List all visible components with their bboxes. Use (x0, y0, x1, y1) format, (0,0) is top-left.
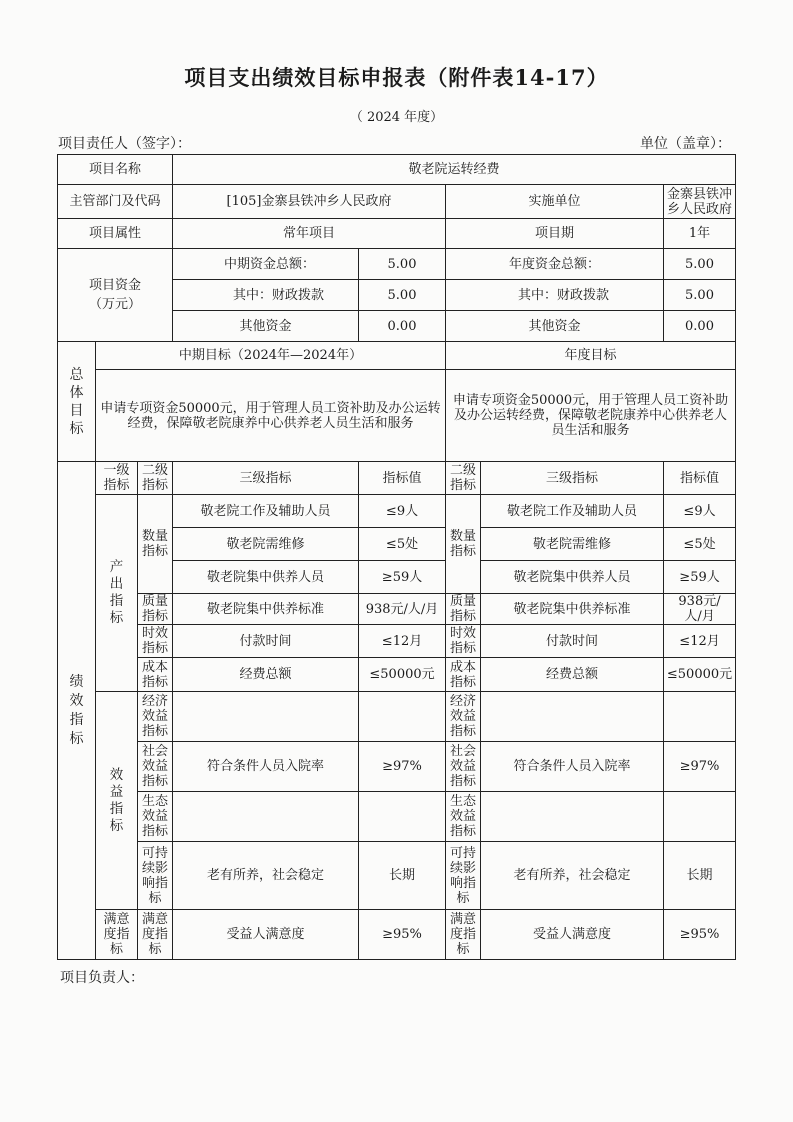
year-other-label: 其他资金 (446, 311, 664, 342)
mid-goal-header: 中期目标（2024年—2024年） (96, 342, 446, 370)
quality-name-right: 敬老院集中供养标准 (481, 594, 664, 625)
period-label: 项目期 (446, 219, 664, 249)
dept-label: 主管部门及代码 (58, 185, 173, 219)
ecological-label: 生态效益指标 (138, 792, 173, 842)
cost-value: ≤50000元 (359, 658, 446, 692)
page-title: 项目支出绩效目标申报表（附件表14-17） (184, 65, 609, 90)
satisfaction-name-right: 受益人满意度 (481, 910, 664, 960)
cost-name: 经费总额 (173, 658, 359, 692)
table-row (58, 625, 736, 658)
table-row (58, 658, 736, 692)
satisfaction-label: 满意度指标 (96, 910, 138, 960)
cost-label-right: 成本指标 (446, 658, 481, 692)
q2-value: ≤5处 (359, 528, 446, 561)
table-row (58, 249, 736, 280)
table-row (58, 910, 736, 960)
satisfaction-sub-label: 满意度指标 (138, 910, 173, 960)
year-total-label: 年度资金总额： (446, 249, 664, 280)
sustain-label-right: 可持续影响指标 (446, 842, 481, 910)
table-row (58, 495, 736, 528)
quality-value-right: 938元/人/月 (664, 594, 736, 625)
economic-name (173, 692, 359, 742)
quality-label-right: 质量指标 (446, 594, 481, 625)
h-value-right: 指标值 (664, 462, 736, 495)
performance-table (57, 154, 736, 960)
mid-other-label: 其他资金 (173, 311, 359, 342)
social-value: ≥97% (359, 742, 446, 792)
sustain-name: 老有所养，社会稳定 (173, 842, 359, 910)
q1-value: ≤9人 (359, 495, 446, 528)
economic-label-right: 经济效益指标 (446, 692, 481, 742)
goals-label: 总体目标 (58, 342, 96, 462)
q3-name-right: 敬老院集中供养人员 (481, 561, 664, 594)
mid-fiscal-label: 其中：财政拨款 (173, 280, 359, 311)
sustain-value: 长期 (359, 842, 446, 910)
economic-value-right (664, 692, 736, 742)
table-row (58, 742, 736, 792)
social-name: 符合条件人员入院率 (173, 742, 359, 792)
project-name-label: 项目名称 (58, 155, 173, 185)
year-fiscal-label: 其中：财政拨款 (446, 280, 664, 311)
economic-label: 经济效益指标 (138, 692, 173, 742)
attr-label: 项目属性 (58, 219, 173, 249)
table-row (58, 594, 736, 625)
satisfaction-value-right: ≥95% (664, 910, 736, 960)
ecological-value-right (664, 792, 736, 842)
table-row (58, 842, 736, 910)
sustain-value-right: 长期 (664, 842, 736, 910)
time-value-right: ≤12月 (664, 625, 736, 658)
table-row (58, 342, 736, 370)
table-row (58, 219, 736, 249)
period-value: 1年 (664, 219, 736, 249)
ecological-name (173, 792, 359, 842)
ecological-label-right: 生态效益指标 (446, 792, 481, 842)
impl-value: 金寨县铁冲乡人民政府 (664, 185, 736, 219)
q1-name-right: 敬老院工作及辅助人员 (481, 495, 664, 528)
q3-value: ≥59人 (359, 561, 446, 594)
social-label: 社会效益指标 (138, 742, 173, 792)
footer-signer: 项目负责人： (60, 970, 144, 986)
table-row (58, 692, 736, 742)
signer-left: 项目责任人（签字）： (58, 136, 191, 152)
q1-value-right: ≤9人 (664, 495, 736, 528)
time-value: ≤12月 (359, 625, 446, 658)
mid-goal-text: 申请专项资金50000元，用于管理人员工资补助及办公运转经费，保障敬老院康养中心供养老人员生活和服务 (96, 370, 446, 462)
economic-value (359, 692, 446, 742)
year-goal-text: 申请专项资金50000元，用于管理人员工资补助及办公运转经费，保障敬老院康养中心供养老人员生活和服务 (446, 370, 736, 462)
economic-name-right (481, 692, 664, 742)
mid-total-label: 中期资金总额： (173, 249, 359, 280)
time-label: 时效指标 (138, 625, 173, 658)
table-row (58, 462, 736, 495)
q2-value-right: ≤5处 (664, 528, 736, 561)
sustain-name-right: 老有所养，社会稳定 (481, 842, 664, 910)
mid-total-value: 5.00 (359, 249, 446, 280)
output-label: 产出指标 (96, 495, 138, 692)
cost-label: 成本指标 (138, 658, 173, 692)
cost-name-right: 经费总额 (481, 658, 664, 692)
quality-value: 938元/人/月 (359, 594, 446, 625)
h-level2: 二级指标 (138, 462, 173, 495)
mid-fiscal-value: 5.00 (359, 280, 446, 311)
q3-name: 敬老院集中供养人员 (173, 561, 359, 594)
time-name-right: 付款时间 (481, 625, 664, 658)
q3-value-right: ≥59人 (664, 561, 736, 594)
h-level2-right: 二级指标 (446, 462, 481, 495)
sustain-label: 可持续影响指标 (138, 842, 173, 910)
satisfaction-name: 受益人满意度 (173, 910, 359, 960)
table-row (58, 792, 736, 842)
satisfaction-sub-label-right: 满意度指标 (446, 910, 481, 960)
mid-other-value: 0.00 (359, 311, 446, 342)
satisfaction-value: ≥95% (359, 910, 446, 960)
perf-label: 绩效指标 (58, 462, 96, 960)
quantity-label: 数量指标 (138, 495, 173, 594)
ecological-name-right (481, 792, 664, 842)
year-fiscal-value: 5.00 (664, 280, 736, 311)
attr-value: 常年项目 (173, 219, 446, 249)
h-level3-right: 三级指标 (481, 462, 664, 495)
funds-label: 项目资金（万元） (58, 249, 173, 342)
h-level1: 一级指标 (96, 462, 138, 495)
project-name-value: 敬老院运转经费 (173, 155, 736, 185)
ecological-value (359, 792, 446, 842)
signer-right: 单位（盖章）： (640, 136, 731, 152)
social-value-right: ≥97% (664, 742, 736, 792)
time-label-right: 时效指标 (446, 625, 481, 658)
year-other-value: 0.00 (664, 311, 736, 342)
cost-value-right: ≤50000元 (664, 658, 736, 692)
table-row (58, 370, 736, 462)
social-name-right: 符合条件人员入院率 (481, 742, 664, 792)
table-row (58, 185, 736, 219)
year-line: （ 2024 年度） (349, 110, 444, 125)
quality-label: 质量指标 (138, 594, 173, 625)
dept-value: [105]金寨县铁冲乡人民政府 (173, 185, 446, 219)
h-value: 指标值 (359, 462, 446, 495)
impl-label: 实施单位 (446, 185, 664, 219)
quantity-label-right: 数量指标 (446, 495, 481, 594)
benefit-label: 效益指标 (96, 692, 138, 910)
year-goal-header: 年度目标 (446, 342, 736, 370)
q2-name-right: 敬老院需维修 (481, 528, 664, 561)
table-row (58, 155, 736, 185)
h-level3: 三级指标 (173, 462, 359, 495)
quality-name: 敬老院集中供养标准 (173, 594, 359, 625)
year-total-value: 5.00 (664, 249, 736, 280)
social-label-right: 社会效益指标 (446, 742, 481, 792)
time-name: 付款时间 (173, 625, 359, 658)
q2-name: 敬老院需维修 (173, 528, 359, 561)
q1-name: 敬老院工作及辅助人员 (173, 495, 359, 528)
